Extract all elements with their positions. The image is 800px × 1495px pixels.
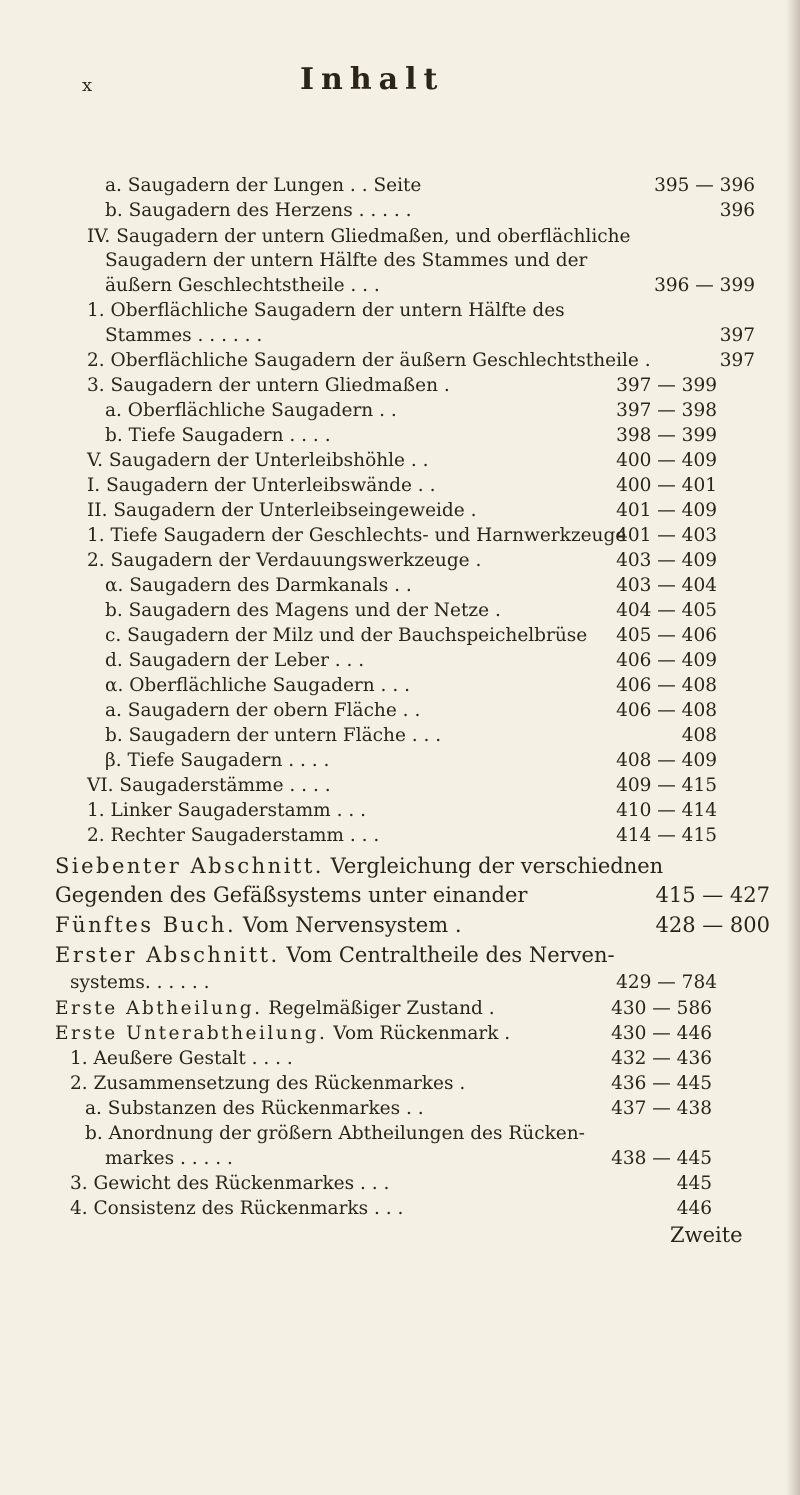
toc-entry: β. Tiefe Saugadern . . . . 408 — 409 [105,750,717,771]
toc-entry: 1. Oberflächliche Saugadern der untern Hälfte des [87,300,565,321]
toc-entry: Erste Abtheilung. Regelmäßiger Zustand . 430 — 586 [55,998,712,1019]
toc-entry: a. Saugadern der Lungen . . Seite 395 — 396 [105,175,755,196]
page-edge-shadow [786,0,800,1495]
toc-entry: b. Anordnung der größern Abtheilungen des Rücken- [85,1123,585,1144]
section-heading: Fünftes Buch. Vom Nervensystem . 428 — 800 [55,913,770,937]
toc-entry: α. Oberflächliche Saugadern . . . 406 — 408 [105,675,717,696]
section-heading: Gegenden des Gefäßsystems unter einander 415 — 427 [55,883,770,907]
toc-entry: b. Saugadern des Magens und der Netze . 404 — 405 [105,600,717,621]
toc-entry: b. Saugadern des Herzens . . . . . 396 [105,200,755,221]
page-header: Inhalt [300,62,445,97]
toc-entry: α. Saugadern des Darmkanals . . 403 — 404 [105,575,717,596]
toc-entry: 2. Saugadern der Verdauungswerkzeuge . 403 — 409 [87,550,717,571]
toc-entry: VI. Saugaderstämme . . . . 409 — 415 [87,775,717,796]
toc-entry: Saugadern der untern Hälfte des Stammes und der [105,250,588,271]
toc-entry: a. Saugadern der obern Fläche . . 406 — 408 [105,700,717,721]
section-heading: Erster Abschnitt. Vom Centraltheile des Nerven- [55,943,615,967]
toc-entry: 1. Linker Saugaderstamm . . . 410 — 414 [87,800,717,821]
toc-entry: 3. Saugadern der untern Gliedmaßen . 397 — 399 [87,375,717,396]
toc-entry: Stammes . . . . . . 397 [105,325,755,346]
toc-entry: 4. Consistenz des Rückenmarks . . . 446 [70,1198,712,1219]
toc-entry: II. Saugadern der Unterleibseingeweide . 401 — 409 [87,500,717,521]
toc-entry: 2. Oberflächliche Saugadern der äußern Geschlechtstheile . 397 [87,350,755,371]
toc-entry: 3. Gewicht des Rückenmarkes . . . 445 [70,1173,712,1194]
catchword: Zweite [670,1223,743,1247]
toc-entry: 1. Tiefe Saugadern der Geschlechts- und Harnwerkzeuge 401 — 403 [87,525,717,546]
toc-entry: c. Saugadern der Milz und der Bauchspeichelbrüse 405 — 406 [105,625,717,646]
toc-entry: 2. Rechter Saugaderstamm . . . 414 — 415 [87,825,717,846]
toc-entry: I. Saugadern der Unterleibswände . . 400 — 401 [87,475,717,496]
toc-entry: systems. . . . . . 429 — 784 [70,972,717,993]
toc-entry: a. Substanzen des Rückenmarkes . . 437 — 438 [85,1098,712,1119]
toc-entry: b. Saugadern der untern Fläche . . . 408 [105,725,717,746]
toc-entry: Erste Unterabtheilung. Vom Rückenmark . 430 — 446 [55,1023,712,1044]
toc-entry: markes . . . . . 438 — 445 [105,1148,712,1169]
toc-entry: V. Saugadern der Unterleibshöhle . . 400 — 409 [87,450,717,471]
toc-entry: 1. Aeußere Gestalt . . . . 432 — 436 [70,1048,712,1069]
toc-entry: äußern Geschlechtstheile . . . 396 — 399 [105,275,755,296]
toc-entry: b. Tiefe Saugadern . . . . 398 — 399 [105,425,717,446]
page-number: x [82,75,93,96]
section-heading: Siebenter Abschnitt. Vergleichung der verschiednen [55,854,664,878]
toc-entry: a. Oberflächliche Saugadern . . 397 — 398 [105,400,717,421]
toc-entry: d. Saugadern der Leber . . . 406 — 409 [105,650,717,671]
toc-entry: 2. Zusammensetzung des Rückenmarkes . 436 — 445 [70,1073,712,1094]
toc-entry: IV. Saugadern der untern Gliedmaßen, und oberflächliche [87,226,631,247]
